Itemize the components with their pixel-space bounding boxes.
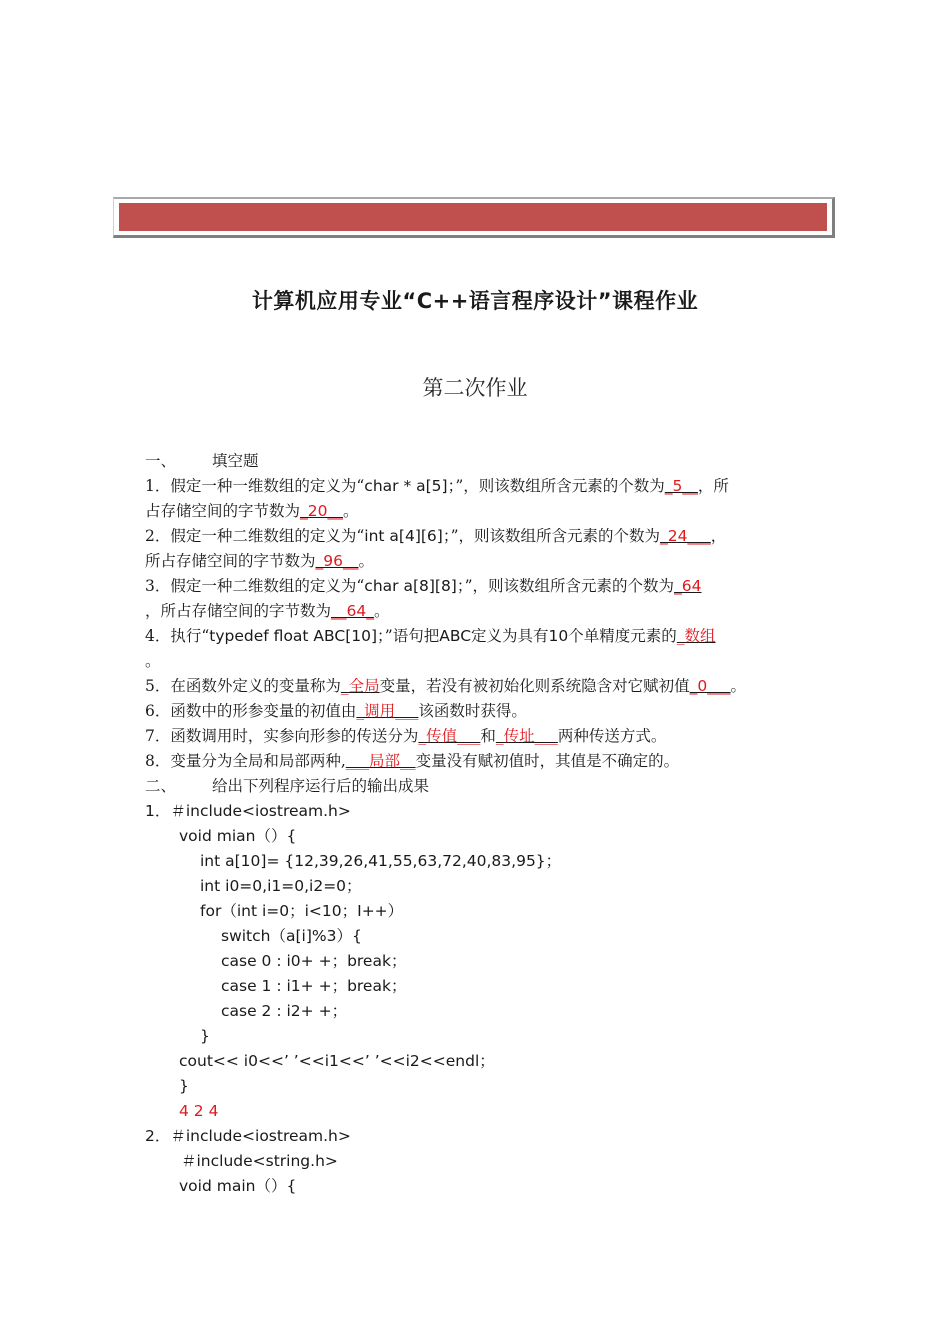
q3-answer-bytes: __64_ xyxy=(331,602,374,620)
q8-text-a: 8．变量分为全局和局部两种, xyxy=(145,752,346,770)
q7-text-b: 和 xyxy=(480,727,496,745)
q1-text-c: ”，则该数组所含元素的个数为 xyxy=(455,477,665,495)
q2-text-a: 2．假定一种二维数组的定义为“ xyxy=(145,527,365,545)
question-8 xyxy=(145,749,810,774)
program1-output: 4 2 4 xyxy=(179,1102,219,1120)
q3-text-a: 3．假定一种二维数组的定义为“ xyxy=(145,577,365,595)
q6-text-b: 该函数时获得。 xyxy=(418,702,527,720)
q3-text-c: ”，则该数组所含元素的个数为 xyxy=(464,577,675,595)
question-3-line1 xyxy=(145,574,810,599)
program1-cout: cout<< i0<<’ ’<<i1<<’ ’<<i2<<endl； xyxy=(179,1052,495,1070)
q1-answer-bytes: _20__ xyxy=(300,502,343,520)
q4-answer: _数组 xyxy=(676,627,716,645)
q4-text-a: 4．执行“ xyxy=(145,627,210,645)
program1-counters: int i0=0,i1=0,i2=0； xyxy=(200,877,362,895)
q1-code: char * a[5]； xyxy=(364,477,456,495)
program1-switch: switch（a[i]%3）{ xyxy=(221,927,362,945)
q2-text-e: 所占存储空间的字节数为 xyxy=(145,552,316,570)
header-banner xyxy=(113,197,835,238)
question-4-line2 xyxy=(145,649,810,674)
q5-text-c: 。 xyxy=(730,677,747,695)
q4-type-name: ABC xyxy=(439,627,472,645)
q5-answer-scope: _全局 xyxy=(340,677,380,695)
q4-text-c: ”语句把 xyxy=(384,627,440,645)
program1-for: for（int i=0；i<10；I++） xyxy=(200,902,404,920)
q2-answer-count: _24___ xyxy=(660,527,711,545)
q4-code: typedef float ABC[10]； xyxy=(209,627,385,645)
program1-array: int a[10]= {12,39,26,41,55,63,72,40,83,95}； xyxy=(200,852,562,870)
page-title: 计算机应用专业“C++语言程序设计”课程作业 xyxy=(251,289,699,313)
question-4-line1 xyxy=(145,624,810,649)
question-7 xyxy=(145,724,810,749)
q8-text-b: 变量没有赋初值时，其值是不确定的。 xyxy=(415,752,680,770)
q1-answer-count: _5__ xyxy=(664,477,698,495)
q6-text-a: 6．函数中的形参变量的初值由 xyxy=(145,702,357,720)
q7-text-c: 两种传送方式。 xyxy=(557,727,667,745)
q7-text-a: 7．函数调用时，实参向形参的传送分为 xyxy=(145,727,419,745)
question-2-line2 xyxy=(145,549,810,574)
question-1-line1 xyxy=(145,474,810,499)
program1-case0: case 0 : i0+ +；break； xyxy=(221,952,407,970)
question-1-line2 xyxy=(145,499,810,524)
program1-include: 1．＃include<iostream.h> xyxy=(145,802,351,820)
section1-number: 一、 xyxy=(145,452,177,470)
q2-answer-bytes: _96__ xyxy=(315,552,359,570)
program1-close: } xyxy=(179,1077,189,1095)
program2-include-iostream: 2．＃include<iostream.h> xyxy=(145,1127,351,1145)
q5-text-a: 5．在函数外定义的变量称为 xyxy=(145,677,341,695)
q1-text-a: 1．假定一种一维数组的定义为“ xyxy=(145,477,365,495)
q3-text-e: ，所占存储空间的字节数为 xyxy=(145,602,332,620)
program1-main: void mian（）{ xyxy=(179,827,297,845)
q1-text-f: 。 xyxy=(343,502,359,520)
q7-answer-address: _传址___ xyxy=(495,727,558,745)
q1-text-e: 占存储空间的字节数为 xyxy=(145,502,301,520)
section2-number: 二、 xyxy=(145,777,177,795)
q5-text-b: 变量，若没有被初始化则系统隐含对它赋初值 xyxy=(379,677,690,695)
program1-switch-close: } xyxy=(200,1027,210,1045)
question-5 xyxy=(145,674,810,699)
section2-title: 给出下列程序运行后的输出成果 xyxy=(212,777,430,795)
section1-heading xyxy=(145,449,810,474)
page-subtitle: 第二次作业 xyxy=(422,376,528,400)
question-6 xyxy=(145,699,810,724)
program1-case2: case 2 : i2+ +； xyxy=(221,1002,348,1020)
q2-text-d: ， xyxy=(710,527,727,545)
q6-answer: _调用___ xyxy=(356,702,419,720)
section2-heading xyxy=(145,774,810,799)
q8-answer: ___局部__ xyxy=(345,752,416,770)
q2-text-c: ”，则该数组所含元素的个数为 xyxy=(450,527,661,545)
q2-text-f: 。 xyxy=(358,552,375,570)
question-3-line2 xyxy=(145,599,810,624)
program2-main: void main（）{ xyxy=(179,1177,297,1195)
q5-answer-init: _0___ xyxy=(689,677,731,695)
q2-code: int a[4][6]； xyxy=(364,527,451,545)
q1-text-d: ，所 xyxy=(697,477,729,495)
q4-text-h: 。 xyxy=(145,652,161,670)
program1-case1: case 1 : i1+ +；break； xyxy=(221,977,407,995)
q4-text-g: 个单精度元素的 xyxy=(568,627,677,645)
program2-include-string: ＃include<string.h> xyxy=(181,1152,338,1170)
q7-answer-value: _传值___ xyxy=(418,727,481,745)
banner-fill xyxy=(119,203,827,231)
question-2-line1 xyxy=(145,524,810,549)
q4-text-e: 定义为具有 xyxy=(471,627,549,645)
q3-text-f: 。 xyxy=(374,602,390,620)
document-body xyxy=(145,449,810,1199)
q3-code: char a[8][8]； xyxy=(364,577,465,595)
q4-count: 10 xyxy=(548,627,569,645)
q3-answer-count: _64 xyxy=(674,577,702,595)
section1-title: 填空题 xyxy=(212,452,259,470)
